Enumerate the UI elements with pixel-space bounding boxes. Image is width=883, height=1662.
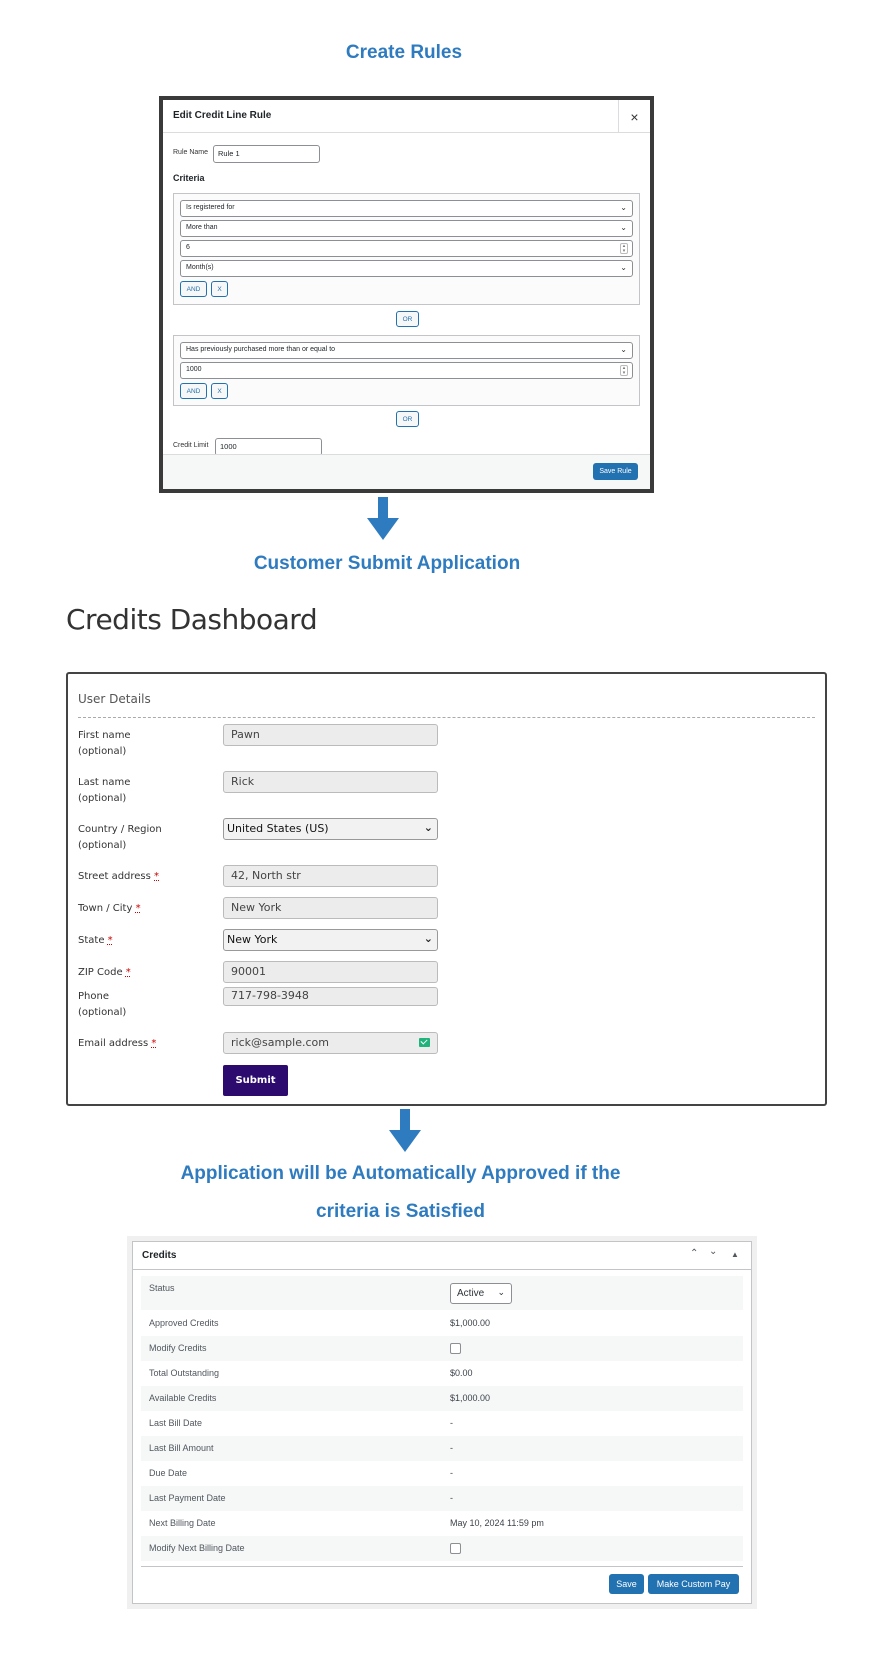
required-mark: * [154, 871, 160, 882]
country-label [78, 822, 162, 854]
modal-title: Edit Credit Line Rule [173, 110, 272, 121]
credits-panel [132, 1241, 752, 1604]
last-bill-amount-row [141, 1436, 743, 1461]
chevron-down-icon[interactable]: ⌄ [709, 1246, 718, 1257]
last-bill-date-value: - [450, 1418, 453, 1428]
credits-header [133, 1242, 751, 1270]
available-credits-label: Available Credits [149, 1393, 217, 1403]
last-payment-date-value: - [450, 1493, 453, 1503]
auto-approve-heading-line1: Application will be Automatically Approved if the [180, 1163, 621, 1184]
rule-name-input[interactable]: Rule 1 [213, 145, 320, 163]
modify-credits-checkbox[interactable] [450, 1343, 461, 1354]
label-text: First name [78, 730, 131, 741]
first-name-label [78, 728, 131, 760]
credit-limit-label: Credit Limit [173, 442, 209, 449]
remove-button[interactable]: X [211, 383, 228, 399]
modal-header [163, 100, 650, 133]
phone-input[interactable]: 717-798-3948 [223, 987, 438, 1006]
credits-title: Credits [142, 1250, 177, 1261]
spinner-icon[interactable]: ▴ ▾ [620, 365, 628, 376]
dashboard-title: Credits Dashboard [66, 603, 318, 636]
chevron-down-icon: ⌄ [620, 345, 627, 354]
last-name-input[interactable]: Rick [223, 771, 438, 793]
last-payment-date-label: Last Payment Date [149, 1493, 226, 1503]
label-text: State [78, 935, 105, 946]
town-input[interactable]: New York [223, 897, 438, 919]
chevron-down-icon: ⌄ [497, 1287, 505, 1297]
required-mark: * [135, 903, 141, 914]
status-select[interactable] [450, 1283, 512, 1304]
due-date-row [141, 1461, 743, 1486]
number-input[interactable] [180, 362, 633, 379]
required-mark: * [125, 967, 131, 978]
first-name-input[interactable]: Pawn [223, 724, 438, 746]
email-verified-icon [419, 1038, 430, 1047]
operator-value: More than [186, 224, 218, 231]
town-label [78, 901, 141, 917]
chevron-down-icon: ⌄ [423, 932, 433, 945]
remove-button[interactable]: X [211, 281, 228, 297]
optional-text: (optional) [78, 746, 127, 757]
unit-select[interactable] [180, 260, 633, 277]
condition-select[interactable] [180, 342, 633, 359]
make-custom-pay-button[interactable]: Make Custom Pay [648, 1574, 739, 1594]
available-credits-row [141, 1386, 743, 1411]
down-arrow-icon [389, 1130, 421, 1152]
chevron-up-icon[interactable]: ⌃ [690, 1248, 699, 1259]
close-icon[interactable]: × [618, 100, 650, 133]
number-input[interactable] [180, 240, 633, 257]
next-billing-date-value: May 10, 2024 11:59 pm [450, 1518, 544, 1528]
optional-text: (optional) [78, 1007, 127, 1018]
state-value: New York [227, 933, 278, 946]
last-bill-amount-value: - [450, 1443, 453, 1453]
country-value: United States (US) [227, 822, 329, 835]
condition-value: Has previously purchased more than or equal to [186, 346, 336, 353]
last-payment-date-row [141, 1486, 743, 1511]
chevron-down-icon: ⌄ [620, 263, 627, 272]
email-input[interactable] [223, 1032, 438, 1054]
next-billing-date-row [141, 1511, 743, 1536]
criteria-label: Criteria [173, 173, 205, 183]
chevron-down-icon: ⌄ [620, 223, 627, 232]
collapse-toggle-icon[interactable]: ▲ [731, 1250, 739, 1259]
modal-footer [163, 454, 650, 489]
required-mark: * [151, 1038, 157, 1049]
submit-application-heading: Customer Submit Application [253, 553, 521, 574]
down-arrow-shaft [378, 497, 388, 519]
status-value: Active [457, 1288, 485, 1299]
label-text: Town / City [78, 903, 133, 914]
unit-value: Month(s) [186, 264, 214, 271]
modify-next-billing-row [141, 1536, 743, 1561]
label-text: Country / Region [78, 824, 162, 835]
credit-limit-input[interactable]: 1000 [215, 438, 322, 456]
email-value: rick@sample.com [231, 1036, 329, 1049]
section-title: User Details [78, 692, 151, 706]
zip-label [78, 965, 131, 981]
or-button[interactable]: OR [396, 411, 419, 427]
last-bill-amount-label: Last Bill Amount [149, 1443, 214, 1453]
number-value: 6 [186, 244, 190, 251]
modify-credits-row [141, 1336, 743, 1361]
phone-label [78, 989, 126, 1021]
label-text: Street address [78, 871, 151, 882]
chevron-down-icon: ⌄ [620, 203, 627, 212]
label-text: Phone [78, 991, 109, 1002]
street-label [78, 869, 159, 885]
available-credits-value: $1,000.00 [450, 1393, 491, 1403]
state-select[interactable] [223, 929, 438, 951]
and-button[interactable]: AND [180, 281, 207, 297]
spinner-icon[interactable]: ▴ ▾ [620, 243, 628, 254]
submit-button[interactable]: Submit [223, 1065, 288, 1096]
modify-credits-label: Modify Credits [149, 1343, 207, 1353]
save-rule-button[interactable]: Save Rule [593, 463, 638, 480]
save-button[interactable]: Save [609, 1574, 644, 1594]
label-text: Email address [78, 1038, 149, 1049]
criteria-group-1 [173, 193, 640, 305]
status-row [141, 1276, 743, 1310]
total-outstanding-value: $0.00 [450, 1368, 473, 1378]
criteria-group-2 [173, 335, 640, 406]
total-outstanding-row [141, 1361, 743, 1386]
condition-value: Is registered for [186, 204, 235, 211]
street-input[interactable]: 42, North str [223, 865, 438, 887]
condition-select[interactable] [180, 200, 633, 217]
country-select[interactable] [223, 818, 438, 840]
modify-next-billing-checkbox[interactable] [450, 1543, 461, 1554]
create-rules-heading: Create Rules [345, 42, 463, 63]
due-date-value: - [450, 1468, 453, 1478]
auto-approve-heading-line2: criteria is Satisfied [316, 1201, 485, 1222]
down-arrow-shaft [400, 1109, 410, 1131]
chevron-down-icon: ⌄ [423, 821, 433, 834]
due-date-label: Due Date [149, 1468, 188, 1478]
and-button[interactable]: AND [180, 383, 207, 399]
last-bill-date-row [141, 1411, 743, 1436]
optional-text: (optional) [78, 840, 127, 851]
zip-input[interactable]: 90001 [223, 961, 438, 983]
email-label [78, 1036, 156, 1052]
credits-panel-wrapper [127, 1236, 757, 1609]
rule-name-label: Rule Name [173, 149, 209, 156]
number-value: 1000 [186, 366, 202, 373]
user-details-form [66, 672, 827, 1106]
edit-rule-modal [159, 96, 654, 493]
next-billing-date-label: Next Billing Date [149, 1518, 216, 1528]
operator-select[interactable] [180, 220, 633, 237]
approved-credits-value: $1,000.00 [450, 1318, 491, 1328]
label-text: ZIP Code [78, 967, 123, 978]
last-name-label [78, 775, 130, 807]
required-mark: * [107, 935, 113, 946]
divider [78, 717, 815, 718]
total-outstanding-label: Total Outstanding [149, 1368, 220, 1378]
divider [141, 1566, 743, 1567]
or-button[interactable]: OR [396, 311, 419, 327]
optional-text: (optional) [78, 793, 127, 804]
last-bill-date-label: Last Bill Date [149, 1418, 203, 1428]
status-label: Status [149, 1283, 175, 1293]
label-text: Last name [78, 777, 131, 788]
modify-next-billing-label: Modify Next Billing Date [149, 1543, 245, 1553]
down-arrow-icon [367, 518, 399, 540]
state-label [78, 933, 113, 949]
approved-credits-row [141, 1311, 743, 1336]
approved-credits-label: Approved Credits [149, 1318, 219, 1328]
